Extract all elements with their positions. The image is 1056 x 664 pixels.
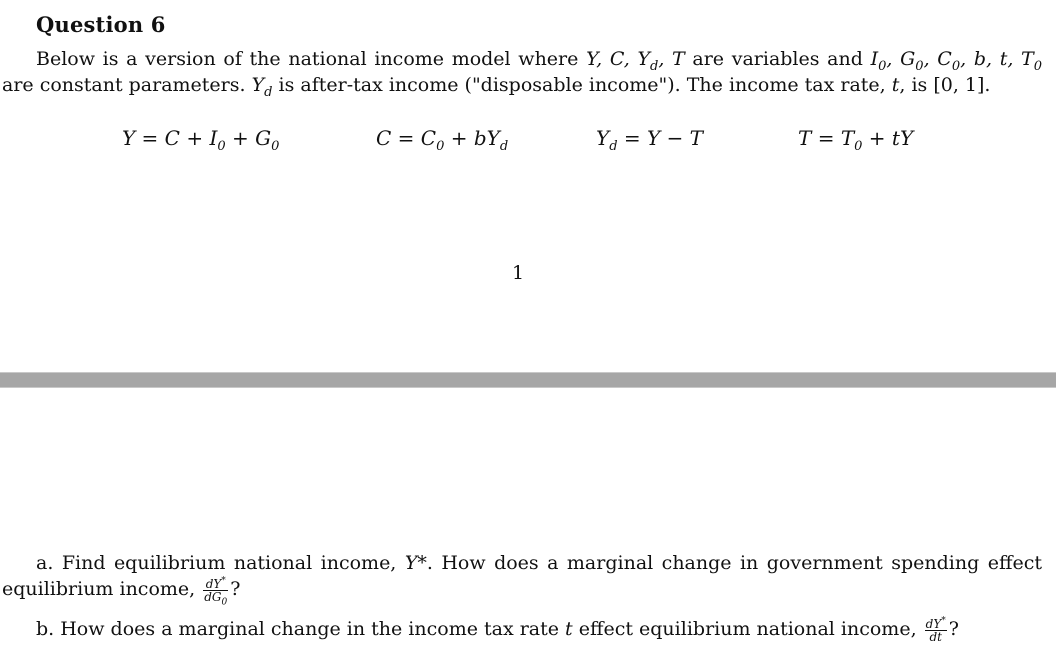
disposable-income-symbol: $Y_d$ xyxy=(251,74,273,100)
part-b: b. How does a marginal change in the income tax rate t effect equilibrium national income, $\frac{dY^*}{dt}$ ? xyxy=(36,615,959,644)
page-break-divider xyxy=(0,372,1056,388)
derivative-fraction-a: $\frac{dY^*}{dG_0}$ xyxy=(204,575,228,607)
equation-disposable-income: $Y_d = Y - T$ xyxy=(596,126,704,154)
part-a: a. Find equilibrium national income, Y*. How does a marginal change in government spending effect equilibrium income, $\frac{dY^*}{dG_0}$ ? xyxy=(2,552,1042,607)
page-number: 1 xyxy=(512,262,525,284)
question-title: Question 6 xyxy=(36,12,166,37)
variables-list: Y, C, $Y_d$, T xyxy=(586,48,685,74)
derivative-fraction-b: $\frac{dY^*}{dt}$ xyxy=(925,615,946,644)
question-intro: Below is a version of the national income model where Y, C, $Y_d$, T are variables and $I_0$, $G_0$, $C_0$, b, t, $T_0$ are constant parameters. $Y_d$ is after-tax income ("disposable income"). The income tax rate, t, is [0, 1]. xyxy=(2,48,1043,100)
equation-income-identity: $Y = C + I_0 + G_0$ xyxy=(122,126,280,154)
tax-rate-symbol: t xyxy=(891,74,900,96)
equation-tax: $T = T_0$ + tY xyxy=(798,126,914,154)
equilibrium-income-symbol: Y* xyxy=(404,552,427,574)
parameters-list: $I_0$, $G_0$, $C_0$, b, t, $T_0$ xyxy=(870,48,1043,74)
equation-consumption: $C = C_0 + bY_d$ xyxy=(376,126,509,154)
tax-rate-symbol-b: t xyxy=(565,618,573,640)
